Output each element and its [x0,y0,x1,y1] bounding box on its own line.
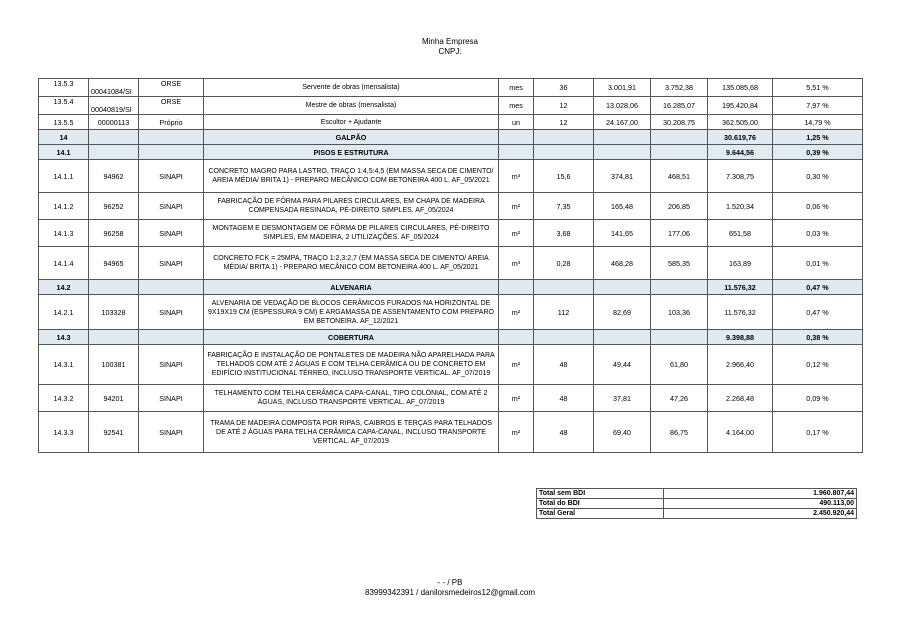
item-qty: 7,35 [534,193,594,220]
item-level: 14.1.2 [39,193,89,220]
item-price-bdi: 16.285,07 [651,97,708,115]
item-unit: m² [499,193,534,220]
total-row [537,499,857,509]
item-price-bdi: 468,51 [651,160,708,193]
group-row [39,145,863,160]
item-bank: ORSE [139,97,204,115]
group-empty-cell [89,280,139,295]
group-row [39,130,863,145]
item-weight: 5,51 % [773,79,863,97]
item-price: 69,40 [594,412,651,453]
page-footer [0,578,900,598]
item-row [39,193,863,220]
item-price: 49,44 [594,345,651,385]
item-unit: m² [499,385,534,412]
group-empty-cell [499,130,534,145]
item-code: 100381 [89,345,139,385]
item-total: 651,58 [708,220,773,247]
item-qty: 36 [534,79,594,97]
item-level: 13.5.5 [39,115,89,130]
item-price-bdi: 206,85 [651,193,708,220]
item-price: 468,28 [594,247,651,280]
item-unit: m² [499,295,534,330]
item-price-bdi: 103,36 [651,295,708,330]
item-level: 14.1.1 [39,160,89,193]
group-empty-cell [534,130,594,145]
group-empty-cell [651,280,708,295]
group-empty-cell [651,130,708,145]
group-empty-cell [139,130,204,145]
item-price: 3.001,91 [594,79,651,97]
budget-table [38,78,863,453]
group-empty-cell [139,330,204,345]
footer-location: - - / PB [437,578,463,587]
item-desc: Mestre de obras (mensalista) [204,97,499,115]
item-qty: 48 [534,345,594,385]
group-row [39,280,863,295]
item-price-bdi: 30.208,75 [651,115,708,130]
item-weight: 0,47 % [773,295,863,330]
item-row [39,97,863,115]
item-weight: 0,01 % [773,247,863,280]
item-row [39,295,863,330]
item-row [39,220,863,247]
group-weight: 0,39 % [773,145,863,160]
item-level: 14.3.3 [39,412,89,453]
item-weight: 0,30 % [773,160,863,193]
group-total: 11.576,32 [708,280,773,295]
item-qty: 48 [534,412,594,453]
item-bank: SINAPI [139,247,204,280]
item-qty: 15,6 [534,160,594,193]
item-desc: FABRICAÇÃO E INSTALAÇÃO DE PONTALETES DE MADEIRA NÃO APARELHADA PARA TELHADOS COM ATÉ 2 ÁGUAS E COM TELHA CERÂMICA OU DE CONCRETO EM EDIFÍCIO INSTITUCIONAL TÉRREO, INCLUSO TRANSPORTE VERTICAL. AF_07/2019 [204,345,499,385]
item-total: 4.164,00 [708,412,773,453]
item-level: 13.5.4 [39,97,89,115]
item-unit: m² [499,345,534,385]
item-bank: SINAPI [139,345,204,385]
total-label: Total do BDI [537,499,664,509]
item-price-bdi: 177,06 [651,220,708,247]
item-total: 1.520,34 [708,193,773,220]
item-price-bdi: 86,75 [651,412,708,453]
item-row [39,385,863,412]
total-label: Total sem BDI [537,489,664,499]
item-unit: mes [499,79,534,97]
item-unit: m³ [499,247,534,280]
item-desc: TELHAMENTO COM TELHA CERÂMICA CAPA-CANAL, TIPO COLONIAL, COM ATÉ 2 ÁGUAS, INCLUSO TRANSPORTE VERTICAL. AF_07/2019 [204,385,499,412]
item-unit: m² [499,220,534,247]
item-qty: 3,68 [534,220,594,247]
group-desc: GALPÃO [204,130,499,145]
group-empty-cell [534,330,594,345]
item-weight: 0,03 % [773,220,863,247]
item-weight: 0,17 % [773,412,863,453]
group-total: 9.644,56 [708,145,773,160]
item-price-bdi: 61,80 [651,345,708,385]
item-qty: 48 [534,385,594,412]
group-empty-cell [89,130,139,145]
group-level: 14.2 [39,280,89,295]
item-price-bdi: 47,26 [651,385,708,412]
item-code: 00000113 [89,115,139,130]
item-weight: 0,09 % [773,385,863,412]
item-total: 2.268,48 [708,385,773,412]
group-empty-cell [499,280,534,295]
item-row [39,79,863,97]
item-qty: 12 [534,115,594,130]
item-total: 11.576,32 [708,295,773,330]
company-name: Minha Empresa [421,37,479,46]
footer-contact: 83999342391 / danilorsmedeiros12@gmail.com [365,588,535,597]
total-label: Total Geral [537,509,664,519]
item-weight: 0,06 % [773,193,863,220]
item-code: 96252 [89,193,139,220]
item-bank: Próprio [139,115,204,130]
item-row [39,115,863,130]
group-total: 9.398,88 [708,330,773,345]
item-unit: mes [499,97,534,115]
item-level: 14.2.1 [39,295,89,330]
total-value: 2.450.920,44 [664,509,857,519]
item-total: 135.085,68 [708,79,773,97]
page-header [0,37,900,57]
item-total: 7.308,75 [708,160,773,193]
totals-table [536,488,857,519]
item-level: 14.1.3 [39,220,89,247]
item-bank: SINAPI [139,220,204,247]
item-unit: un [499,115,534,130]
group-weight: 0,38 % [773,330,863,345]
item-qty: 12 [534,97,594,115]
item-qty: 0,28 [534,247,594,280]
item-desc: CONCRETO FCK = 25MPA, TRAÇO 1:2,3:2,7 (EM MASSA SECA DE CIMENTO/ AREIA MÉDIA/ BRITA 1) - PREPARO MECÂNICO COM BETONEIRA 400 L. AF_05/2021 [204,247,499,280]
item-code: 94962 [89,160,139,193]
item-qty: 112 [534,295,594,330]
total-value: 490.113,00 [664,499,857,509]
group-empty-cell [89,145,139,160]
item-price: 24.167,00 [594,115,651,130]
item-level: 14.1.4 [39,247,89,280]
item-code: 00041084/SI [89,79,139,97]
item-desc: ALVENARIA DE VEDAÇÃO DE BLOCOS CERÂMICOS FURADOS NA HORIZONTAL DE 9X19X19 CM (ESPESSURA 9 CM) E ARGAMASSA DE ASSENTAMENTO COM PREPARO EM BETONEIRA. AF_12/2021 [204,295,499,330]
total-value: 1.960.807,44 [664,489,857,499]
item-row [39,160,863,193]
item-bank: SINAPI [139,160,204,193]
group-empty-cell [594,130,651,145]
item-row [39,247,863,280]
item-row [39,412,863,453]
group-empty-cell [499,330,534,345]
total-row [537,509,857,519]
group-empty-cell [651,330,708,345]
item-unit: m² [499,412,534,453]
item-total: 2.966,40 [708,345,773,385]
item-total: 195.420,84 [708,97,773,115]
item-desc: Servente de obras (mensalista) [204,79,499,97]
item-desc: MONTAGEM E DESMONTAGEM DE FÔRMA DE PILARES CIRCULARES, PÉ-DIREITO SIMPLES, EM MADEIRA, 2 UTILIZAÇÕES. AF_05/2024 [204,220,499,247]
item-total: 362.505,00 [708,115,773,130]
item-bank: SINAPI [139,193,204,220]
group-empty-cell [594,330,651,345]
group-empty-cell [594,280,651,295]
group-level: 14 [39,130,89,145]
group-desc: ALVENARIA [204,280,499,295]
group-total: 30.619,76 [708,130,773,145]
item-code: 94965 [89,247,139,280]
item-bank: SINAPI [139,412,204,453]
item-price: 37,81 [594,385,651,412]
item-bank: ORSE [139,79,204,97]
item-level: 14.3.2 [39,385,89,412]
item-price: 374,81 [594,160,651,193]
item-unit: m³ [499,160,534,193]
group-empty-cell [534,145,594,160]
item-price: 82,69 [594,295,651,330]
item-code: 00040819/SI [89,97,139,115]
item-desc: Escultor + Ajudante [204,115,499,130]
item-code: 96258 [89,220,139,247]
group-empty-cell [534,280,594,295]
item-code: 92541 [89,412,139,453]
group-weight: 0,47 % [773,280,863,295]
group-row [39,330,863,345]
item-price: 165,48 [594,193,651,220]
item-desc: TRAMA DE MADEIRA COMPOSTA POR RIPAS, CAIBROS E TERÇAS PARA TELHADOS DE ATÉ 2 ÁGUAS PARA TELHA CERÂMICA CAPA-CANAL, INCLUSO TRANSPORTE VERTICAL. AF_07/2019 [204,412,499,453]
group-empty-cell [651,145,708,160]
company-cnpj: CNPJ: [438,47,462,56]
item-bank: SINAPI [139,385,204,412]
group-empty-cell [89,330,139,345]
group-level: 14.3 [39,330,89,345]
item-code: 103328 [89,295,139,330]
item-price: 141,65 [594,220,651,247]
item-level: 13.5.3 [39,79,89,97]
item-bank: SINAPI [139,295,204,330]
group-weight: 1,25 % [773,130,863,145]
group-empty-cell [139,145,204,160]
item-weight: 0,12 % [773,345,863,385]
item-price-bdi: 3.752,38 [651,79,708,97]
item-code: 94201 [89,385,139,412]
item-desc: CONCRETO MAGRO PARA LASTRO, TRAÇO 1:4,5:4,5 (EM MASSA SECA DE CIMENTO/ AREIA MÉDIA/ BRITA 1) - PREPARO MECÂNICO COM BETONEIRA 400 L. AF_05/2021 [204,160,499,193]
group-level: 14.1 [39,145,89,160]
item-desc: FABRICAÇÃO DE FÔRMA PARA PILARES CIRCULARES, EM CHAPA DE MADEIRA COMPENSADA RESINADA, PÉ-DIREITO SIMPLES. AF_05/2024 [204,193,499,220]
total-row [537,489,857,499]
item-level: 14.3.1 [39,345,89,385]
item-price: 13.028,06 [594,97,651,115]
group-empty-cell [499,145,534,160]
group-empty-cell [594,145,651,160]
group-desc: COBERTURA [204,330,499,345]
item-weight: 14,79 % [773,115,863,130]
item-price-bdi: 585,35 [651,247,708,280]
item-row [39,345,863,385]
group-empty-cell [139,280,204,295]
item-weight: 7,97 % [773,97,863,115]
group-desc: PISOS E ESTRUTURA [204,145,499,160]
item-total: 163,89 [708,247,773,280]
